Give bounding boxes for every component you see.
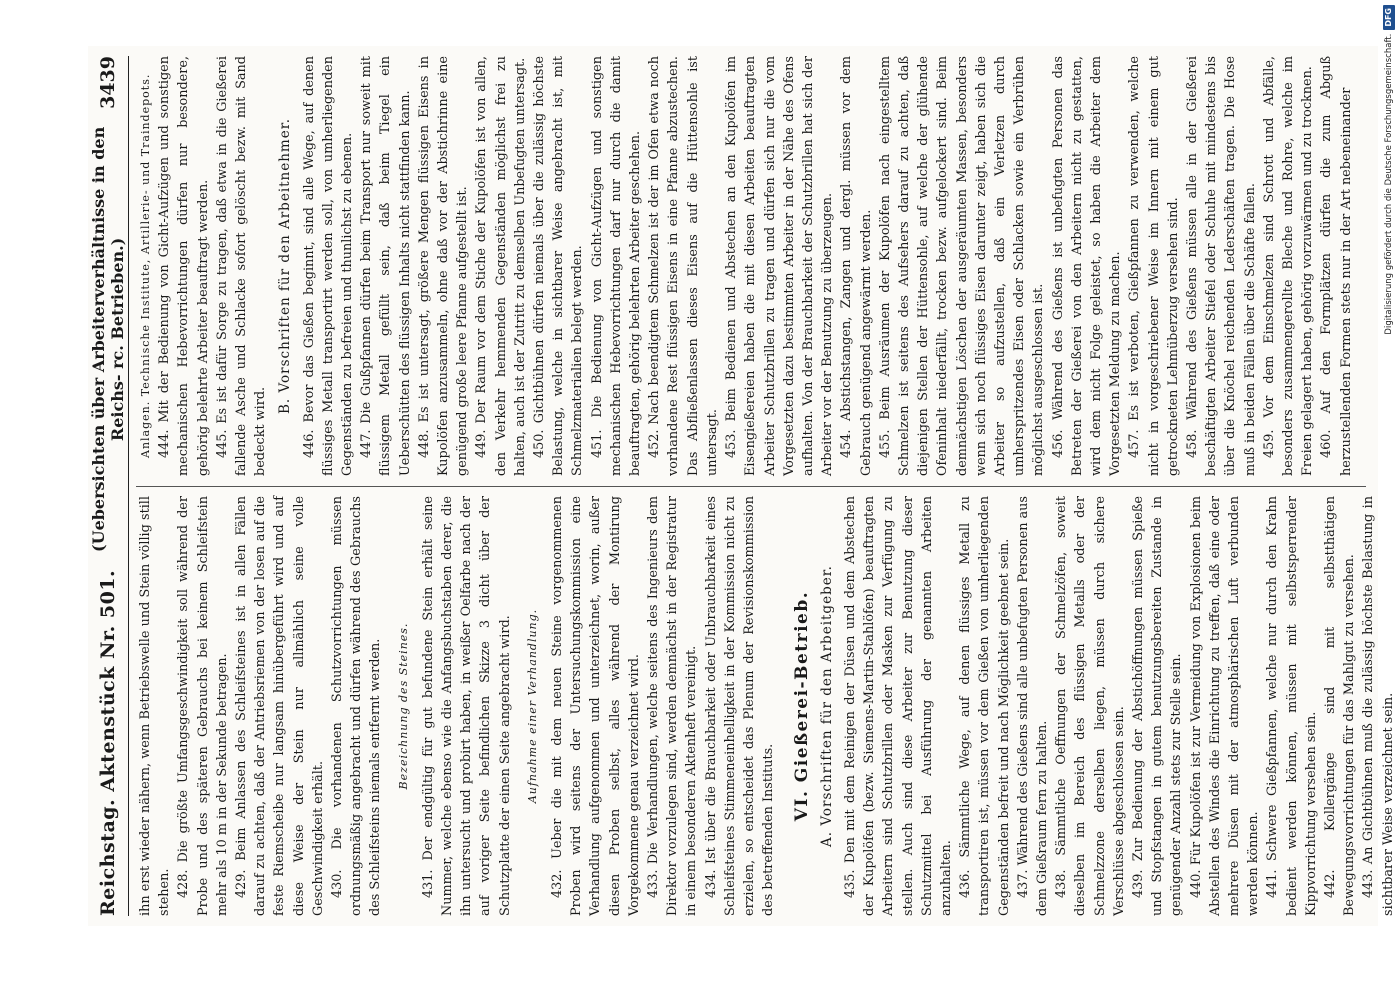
paragraph-452: 452. Nach beendigtem Schmelzen ist der im Ofen etwa noch vorhandene Rest flüssigen Eisens in eine Pfanne abzustechen. Das Abfließenlassen dieses Eisens auf die Hüttensohle ist untersagt. bbox=[647, 56, 720, 476]
page-header bbox=[88, 56, 128, 916]
paragraph-438: 438. Sämmtliche Oeffnungen der Schmelzöfen, soweit dieselben im Bereich des flüssigen Metalls oder der Schmelzzone derselben liegen, müssen durch sichere Verschlüsse abgeschlossen sein. bbox=[1054, 496, 1127, 916]
paragraph-455: 455. Beim Ausräumen der Kupolöfen nach eingestelltem Schmelzen ist seitens des Aufsehers darauf zu achten, daß diejenigen Stellen der Hüttensohle, auf welche der glühende Ofeninhalt niederfällt, trocken bezw. aufgelockert sind. Beim demnächstigen Löschen der ausgeräumten Massen, besonders wenn sich noch flüssiges Eisen darunter zeigt, haben sich die Arbeiter so aufzustellen, daß ein Verletzen durch umherspritzendes Eisen oder Schlacken sowie ein Verbrühen möglichst ausgeschlossen ist. bbox=[877, 56, 1047, 476]
paragraph-459: 459. Vor dem Einschmelzen sind Schrott und Abfälle, besonders zusammengerollte Bleche und Rohre, welche im Freien gelagert haben, gehörig vorzuwärmen und zu trocknen. bbox=[1261, 56, 1316, 476]
left-column bbox=[136, 496, 1396, 916]
paragraph-435: 435. Den mit dem Reinigen der Düsen und dem Abstechen der Kupolöfen (bezw. Siemens-Martin-Stahlöfen) beauftragten Arbeitern sind Schutzbrillen oder Masken zur Verfügung zu stellen. Auch sind diese Arbeiter zur Benutzung dieser Schutzmittel bei Ausführung der genannten Arbeiten anzuhalten. bbox=[842, 496, 954, 916]
paragraph-448: 448. Es ist untersagt, größere Mengen flüssigen Eisens in Kupolöfen anzusammeln, ohne daß vor der Abstichrinne eine genügend große leere Pfanne aufgestellt ist. bbox=[416, 56, 471, 476]
paragraph-447: 447. Die Gußpfannen dürfen beim Transport nur soweit mit flüssigem Metall gefüllt sein, daß beim Tiegel ein Ueberschütten des flüssigen Inhalts nicht stattfinden kann. bbox=[359, 56, 413, 476]
paragraph-437: 437. Während des Gießens sind alle unbefugten Personen aus dem Gießraum fern zu halten. bbox=[1015, 496, 1050, 916]
subsection-a-heading: A. Vorschriften für den Arbeitgeber. bbox=[818, 565, 835, 847]
paragraph-428: 428. Die größte Umfangsgeschwindigkeit soll während der Probe und des späteren Gebrauchs bei keinem Schleifstein mehr als 10 m in der Sekunde betragen. bbox=[176, 496, 230, 916]
page-number: 3439 bbox=[97, 56, 119, 109]
paragraph-443: 443. An Gichtbühnen muß die zulässig höchste Belastung in sichtbarer Weise verzeichnet sein. bbox=[1361, 496, 1396, 916]
paragraph-450: 450. Gichtbühnen dürfen niemals über die zulässig höchste Belastung, welche in sichtbarer Weise angebracht ist, mit Schmelzmaterialien belegt werden. bbox=[532, 56, 586, 476]
paragraph-454: 454. Abstichstangen, Zangen und dergl. müssen vor dem Gebrauch genügend angewärmt werden. bbox=[839, 56, 874, 476]
digitization-watermark bbox=[1382, 5, 1396, 985]
section-title: VI. Gießerei-Betrieb. bbox=[791, 590, 812, 822]
paragraph-430: 430. Die vorhandenen Schutzvorrichtungen müssen ordnungsmäßig angebracht und dürfen während des Gebrauchs des Schleifsteins niemals entfernt werden. bbox=[330, 496, 384, 916]
right-column bbox=[136, 56, 1366, 476]
subheading-bezeichnung: Bezeichnung des Steines. bbox=[396, 622, 410, 790]
paragraph-451: 451. Die Bedienung von Gicht-Aufzügen und sonstigen mechanischen Hebevorrichtungen darf nur durch die damit beauftragten, gehörig belehrten Arbeiter geschehen. bbox=[589, 56, 644, 476]
header-subtitle: (Uebersichten über Arbeiterverhältnisse in den Reichs- rc. Betrieben.) bbox=[89, 126, 127, 552]
paragraph-449: 449. Der Raum vor dem Stiche der Kupolöfen ist von allen, den Verkehr hemmenden Gegenständen möglichst frei zu halten, auch ist der Zutritt zu demselben Unbefugten untersagt. bbox=[474, 56, 528, 476]
paragraph-460: 460. Auf den Formplätzen dürfen die zum Abguß herzustellenden Formen stets nur in der Art nebeneinander bbox=[1319, 56, 1354, 476]
watermark-text: Digitalisierung gefördert durch die Deutsche Forschungsgemeinschaft. bbox=[1384, 33, 1394, 335]
paragraph-432: 432. Ueber die mit dem neuen Steine vorgenommenen Proben wird seitens der Untersuchungskommission eine Verhandlung aufgenommen und unterzeichnet, worin, außer diesen Proben selbst, alles während der Montirung Vorgekommene genau verzeichnet wird. bbox=[550, 496, 642, 916]
column-divider bbox=[136, 486, 1366, 487]
paragraph-457: 457. Es ist verboten, Gießpfannen zu verwenden, welche nicht in vorgeschriebener Weise im Innern mit einem gut getrockneten Lehmüberzug versehen sind. bbox=[1127, 56, 1181, 476]
paragraph-429: 429. Beim Anlassen des Schleifsteines ist in allen Fällen darauf zu achten, daß der Antriebsriemen von der losen auf die feste Riemscheibe nur langsam hinübergeführt wird und auf diese Weise der Stein nur allmählich seine volle Geschwindigkeit erhält. bbox=[234, 496, 326, 916]
paragraph-433: 433. Die Verhandlungen, welche seitens des Ingenieurs dem Direktor vorzulegen sind, werden demnächst in der Registratur in einem besonderen Aktenheft vereinigt. bbox=[646, 496, 700, 916]
paragraph-453: 453. Beim Bedienen und Abstechen an den Kupolöfen im Eisengießereien haben die mit diesen Arbeiten beauftragten Arbeiter Schutzbrillen zu tragen und dürfen sich nur die vom Vorgesetzten dazu bestimmten Arbeiter in der Nähe des Ofens aufhalten. Von der Brauchbarkeit der Schutzbrillen hat sich der Arbeiter vor der Benutzung zu überzeugen. bbox=[724, 56, 836, 476]
paragraph-445: 445. Es ist dafür Sorge zu tragen, daß etwa in die Gießerei fallende Asche und Schlacke sofort gelöscht bezw. mit Sand bedeckt wird. bbox=[214, 56, 269, 476]
paragraph-444: 444. Mit der Bedienung von Gicht-Aufzügen und sonstigen mechanischen Hebevorrichtungen dürfen nur besondere, gehörig belehrte Arbeiter beauftragt werden. bbox=[157, 56, 211, 476]
header-title: Reichstag. Aktenstück Nr. 501. bbox=[97, 569, 119, 916]
annex-label: Anlagen. Technische Institute, Artillerie- und Traindepots. bbox=[139, 73, 152, 458]
paragraph-439: 439. Zur Bedienung der Abstichöffnungen müssen Spieße und Stopfstangen in gutem benutzungsbereiten Zustande in genügender Anzahl stets zur Stelle sein. bbox=[1130, 496, 1185, 916]
paragraph-431: 431. Der endgültig für gut befundene Stein erhält seine Nummer, welche ebenso wie die Anfangsbuchstaben derer, die ihn untersucht und probirt haben, in weißer Oelfarbe nach der auf voriger Seite befindlichen Skizze 3 dicht über der Schutzplatte der einen Seite angebracht wird. bbox=[420, 496, 513, 916]
subheading-aufnahme: Aufnahme einer Verhandlung. bbox=[525, 608, 539, 804]
subsection-b-heading: B. Vorschriften für den Arbeitnehmer. bbox=[277, 118, 294, 415]
paragraph-436: 436. Sämmtliche Wege, auf denen flüssiges Metall zu transportiren ist, müssen vor dem Gießen von umherliegenden Gegenständen befreit und nach Möglichkeit geebnet sein. bbox=[958, 496, 1012, 916]
paragraph-440: 440. Für Kupolöfen ist zur Vermeidung von Explosionen beim Abstellen des Windes die Einrichtung zu treffen, daß eine oder mehrere Düsen mit der atmosphärischen Luft verbunden werden können. bbox=[1188, 496, 1262, 916]
paragraph-446: 446. Bevor das Gießen beginnt, sind alle Wege, auf denen flüssiges Metall transportirt werden soll, von umherliegenden Gegenständen zu befreien und thunlichst zu ebenen. bbox=[301, 56, 356, 476]
paragraph-456: 456. Während des Gießens ist unbefugten Personen das Betreten der Gießerei von den Arbeitern nicht zu gestatten, wird dem nicht Folge geleistet, so haben die Arbeiter dem Vorgesetzten Meldung zu machen. bbox=[1050, 56, 1124, 476]
paragraph-442: 442. Kollergänge sind mit selbstthätigen Bewegungsvorrichtungen für das Mahlgut zu versehen. bbox=[1322, 496, 1358, 916]
paragraph: ihn erst wieder nähern, wenn Betriebswelle und Stein völlig still stehen. bbox=[138, 496, 173, 916]
dfg-logo: DFG bbox=[1383, 5, 1395, 30]
paragraph-458: 458. Während des Gießens müssen alle in der Gießerei beschäftigten Arbeiter Stiefel oder Schuhe mit mindestens bis über die Knöchel reichenden Lederschäften tragen. Die Hose muß in beiden Fällen über die Schäfte fallen. bbox=[1184, 56, 1258, 476]
header-rule bbox=[128, 56, 129, 916]
paragraph-441: 441. Schwere Gießpfannen, welche nur durch den Krahn bedient werden können, müssen mit selbstsperrender Kippvorrichtung versehen sein. bbox=[1265, 496, 1319, 916]
paragraph-434: 434. Ist über die Brauchbarkeit oder Unbrauchbarkeit eines Schleifsteines Stimmeneinhelligkeit in der Kommission nicht zu erzielen, so entscheidet das Plenum der Revisionskommission des betreffenden Instituts. bbox=[703, 496, 777, 916]
